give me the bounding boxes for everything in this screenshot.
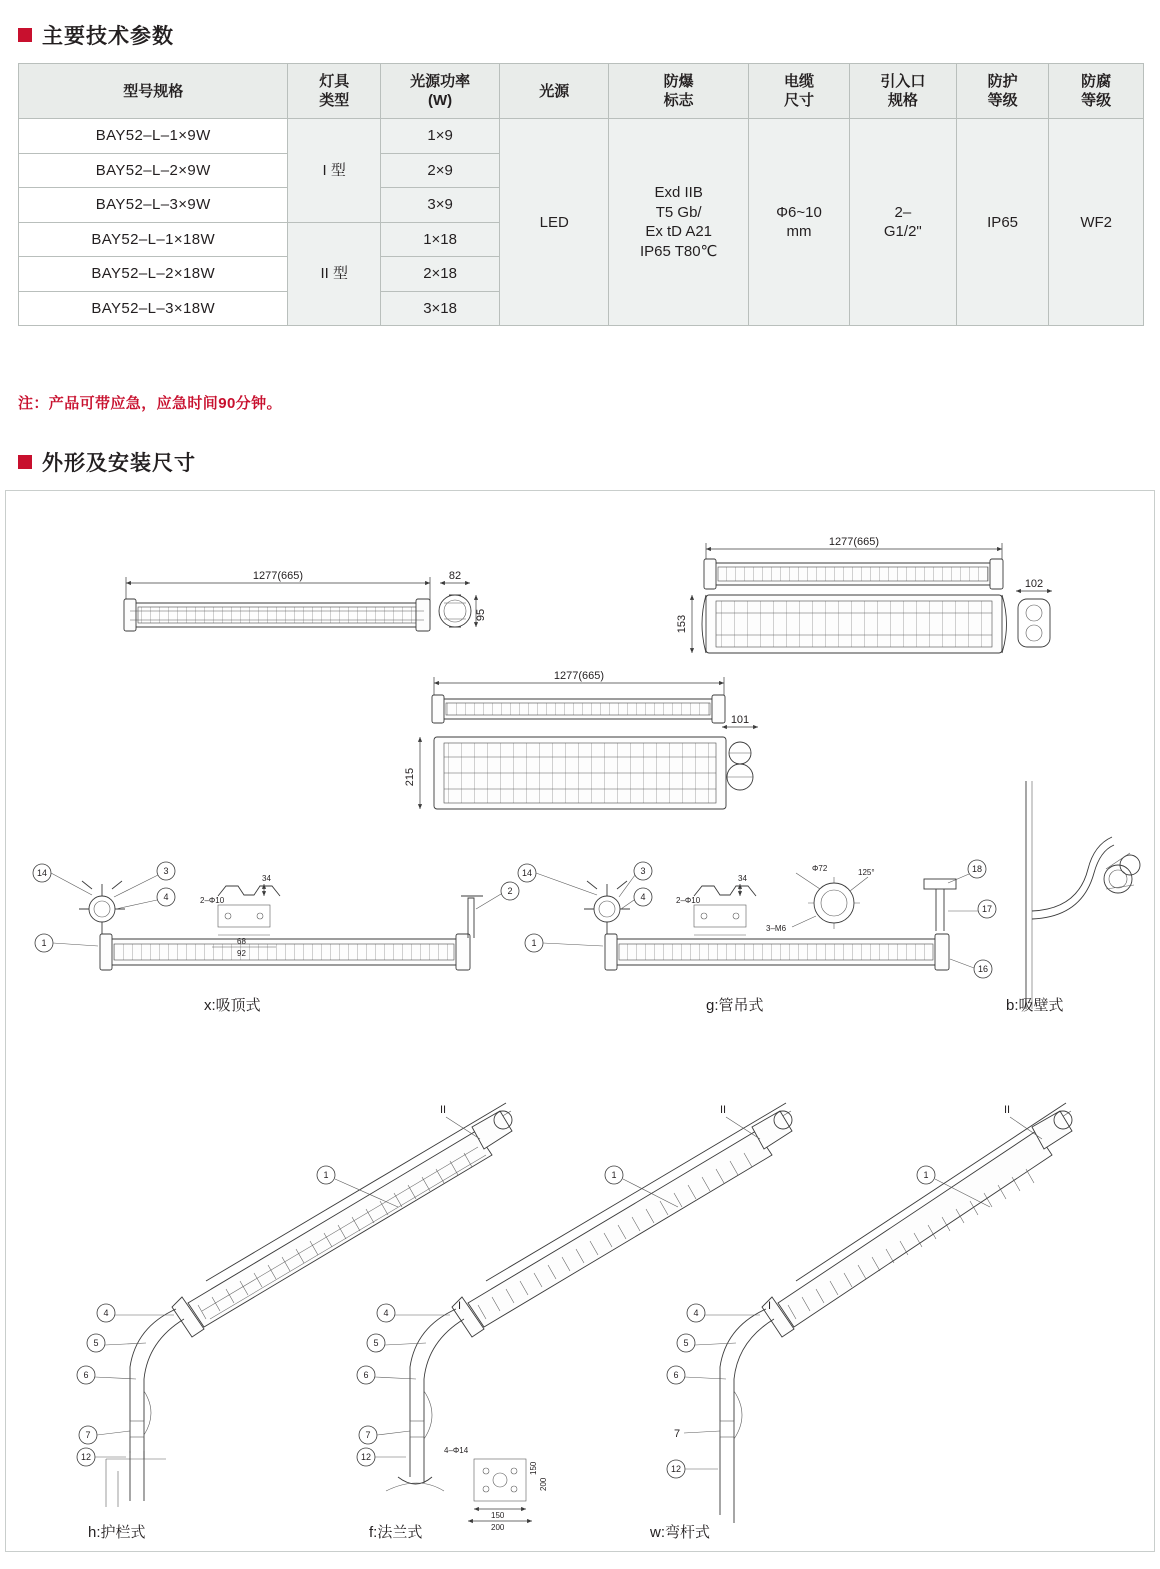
view-ceiling-mount: [33, 862, 519, 970]
cell-power: 2×18: [380, 257, 499, 292]
dim-95: 95: [475, 608, 487, 622]
col-header-corrosion: 防腐 等级: [1049, 64, 1144, 119]
cell-light-source: LED: [500, 119, 609, 326]
section-title-text: 主要技术参数: [42, 25, 174, 48]
balloon-17: 17: [981, 904, 993, 914]
caption-pipe-mount: g:管吊式: [706, 997, 764, 1014]
view-wall-mount: [1026, 781, 1140, 1009]
dim-102: 102: [1024, 578, 1044, 590]
balloon-4: 4: [383, 1308, 389, 1318]
balloon-7-plain: 7: [674, 1428, 681, 1440]
balloon-12: 12: [670, 1464, 682, 1474]
cell-model: BAY52–L–2×18W: [19, 257, 288, 292]
balloon-7: 7: [85, 1430, 91, 1440]
spec-table-wrapper: [18, 63, 1144, 326]
dim-215: 215: [404, 767, 416, 787]
balloon-6: 6: [673, 1370, 679, 1380]
balloon-16: 16: [977, 964, 989, 974]
cell-type-1: I 型: [288, 119, 381, 223]
bracket-detail-center: [676, 874, 756, 935]
balloon-1: 1: [41, 938, 47, 948]
balloon-1: 1: [323, 1170, 329, 1180]
dim-hole-2xd10: 2–Φ10: [676, 896, 701, 905]
balloon-3: 3: [163, 866, 169, 876]
table-header-row: [19, 64, 1144, 119]
dim-hole-2xd10: 2–Φ10: [200, 896, 225, 905]
caption-bend-mount: w:弯杆式: [650, 1524, 711, 1541]
balloon-7: 7: [365, 1430, 371, 1440]
view-top-left-lamp: [124, 570, 430, 631]
table-row: [19, 119, 1144, 154]
dim-angle-125: 125°: [858, 868, 875, 877]
balloon-1: 1: [611, 1170, 617, 1180]
cell-entry-spec: 2– G1/2": [849, 119, 956, 326]
balloon-6: 6: [83, 1370, 89, 1380]
table-note: 注：产品可带应急，应急时间90分钟。: [18, 395, 282, 412]
balloon-2: 2: [507, 886, 513, 896]
col-header-cable: 电缆 尺寸: [749, 64, 850, 119]
cell-model: BAY52–L–3×18W: [19, 291, 288, 326]
dim-34: 34: [738, 874, 747, 883]
flange-circle-detail: [766, 864, 875, 933]
flange-plate-detail: [444, 1446, 548, 1532]
dim-length-top: 1277(665): [252, 570, 304, 582]
cell-power: 1×18: [380, 222, 499, 257]
dim-hole-4xd14: 4–Φ14: [444, 1446, 469, 1455]
balloon-14: 14: [521, 868, 533, 878]
marker-II: II: [720, 1104, 727, 1116]
balloon-3: 3: [640, 866, 646, 876]
cell-model: BAY52–L–2×9W: [19, 153, 288, 188]
balloon-5: 5: [93, 1338, 99, 1348]
caption-rail-mount: h:护栏式: [88, 1524, 146, 1541]
balloon-18: 18: [971, 864, 983, 874]
col-header-model: 型号规格: [19, 64, 288, 119]
dim-200-v: 200: [539, 1477, 548, 1491]
caption-flange-mount: f:法兰式: [369, 1524, 423, 1541]
cell-power: 3×18: [380, 291, 499, 326]
dim-101: 101: [730, 714, 750, 726]
cell-ex-mark: Exd IIB T5 Gb/ Ex tD A21 IP65 T80℃: [609, 119, 749, 326]
section-heading-dimensions: [18, 447, 196, 477]
bullet-square-icon: [18, 28, 32, 42]
dim-68: 68: [237, 937, 246, 946]
dim-150-v: 150: [529, 1461, 538, 1475]
dim-82: 82: [448, 570, 462, 582]
cell-power: 3×9: [380, 188, 499, 223]
col-header-exmark: 防爆 标志: [609, 64, 749, 119]
balloon-12: 12: [80, 1452, 92, 1462]
section-heading-specs: [18, 20, 174, 50]
dim-length-top-right: 1277(665): [828, 536, 880, 548]
col-header-entry: 引入口 规格: [849, 64, 956, 119]
cell-power: 2×9: [380, 153, 499, 188]
caption-ceiling-mount: x:吸顶式: [204, 997, 261, 1014]
cell-model: BAY52–L–1×18W: [19, 222, 288, 257]
dim-153: 153: [676, 614, 688, 634]
marker-II: II: [440, 1104, 447, 1116]
balloon-12: 12: [360, 1452, 372, 1462]
balloon-4: 4: [163, 892, 169, 902]
bullet-square-icon: [18, 455, 32, 469]
cell-cable-size: Φ6~10 mm: [749, 119, 850, 326]
dim-34: 34: [262, 874, 271, 883]
dimension-drawing-panel: [5, 490, 1155, 1552]
balloon-4: 4: [103, 1308, 109, 1318]
view-top-right: [676, 536, 1052, 653]
balloon-5: 5: [373, 1338, 379, 1348]
balloon-1: 1: [923, 1170, 929, 1180]
cell-power: 1×9: [380, 119, 499, 154]
marker-I: I: [768, 1300, 772, 1312]
cell-type-2: II 型: [288, 222, 381, 326]
balloon-4: 4: [640, 892, 646, 902]
col-header-ip: 防护 等级: [956, 64, 1049, 119]
balloon-1: 1: [531, 938, 537, 948]
view-top-left-endview: [439, 570, 487, 627]
balloon-4: 4: [693, 1308, 699, 1318]
section-title-text: 外形及安装尺寸: [42, 452, 196, 475]
cell-corrosion-rating: WF2: [1049, 119, 1144, 326]
col-header-source: 光源: [500, 64, 609, 119]
dim-3-m6: 3–M6: [766, 924, 787, 933]
technical-drawing: [6, 491, 1156, 1553]
balloon-5: 5: [683, 1338, 689, 1348]
cell-model: BAY52–L–1×9W: [19, 119, 288, 154]
marker-II: II: [1004, 1104, 1011, 1116]
caption-wall-mount: b:吸壁式: [1006, 997, 1064, 1014]
spec-table: [18, 63, 1144, 326]
view-middle: [404, 670, 758, 809]
dim-length-mid: 1277(665): [553, 670, 605, 682]
balloon-6: 6: [363, 1370, 369, 1380]
cell-ip-rating: IP65: [956, 119, 1049, 326]
dim-200: 200: [491, 1523, 505, 1532]
cell-model: BAY52–L–3×9W: [19, 188, 288, 223]
col-header-power: 光源功率 (W): [380, 64, 499, 119]
dim-dia-72: Φ72: [812, 864, 828, 873]
dim-150: 150: [491, 1511, 505, 1520]
dim-92: 92: [237, 949, 246, 958]
view-pipe-mount: [518, 860, 996, 978]
balloon-14: 14: [36, 868, 48, 878]
marker-I: I: [458, 1300, 462, 1312]
col-header-type: 灯具 类型: [288, 64, 381, 119]
